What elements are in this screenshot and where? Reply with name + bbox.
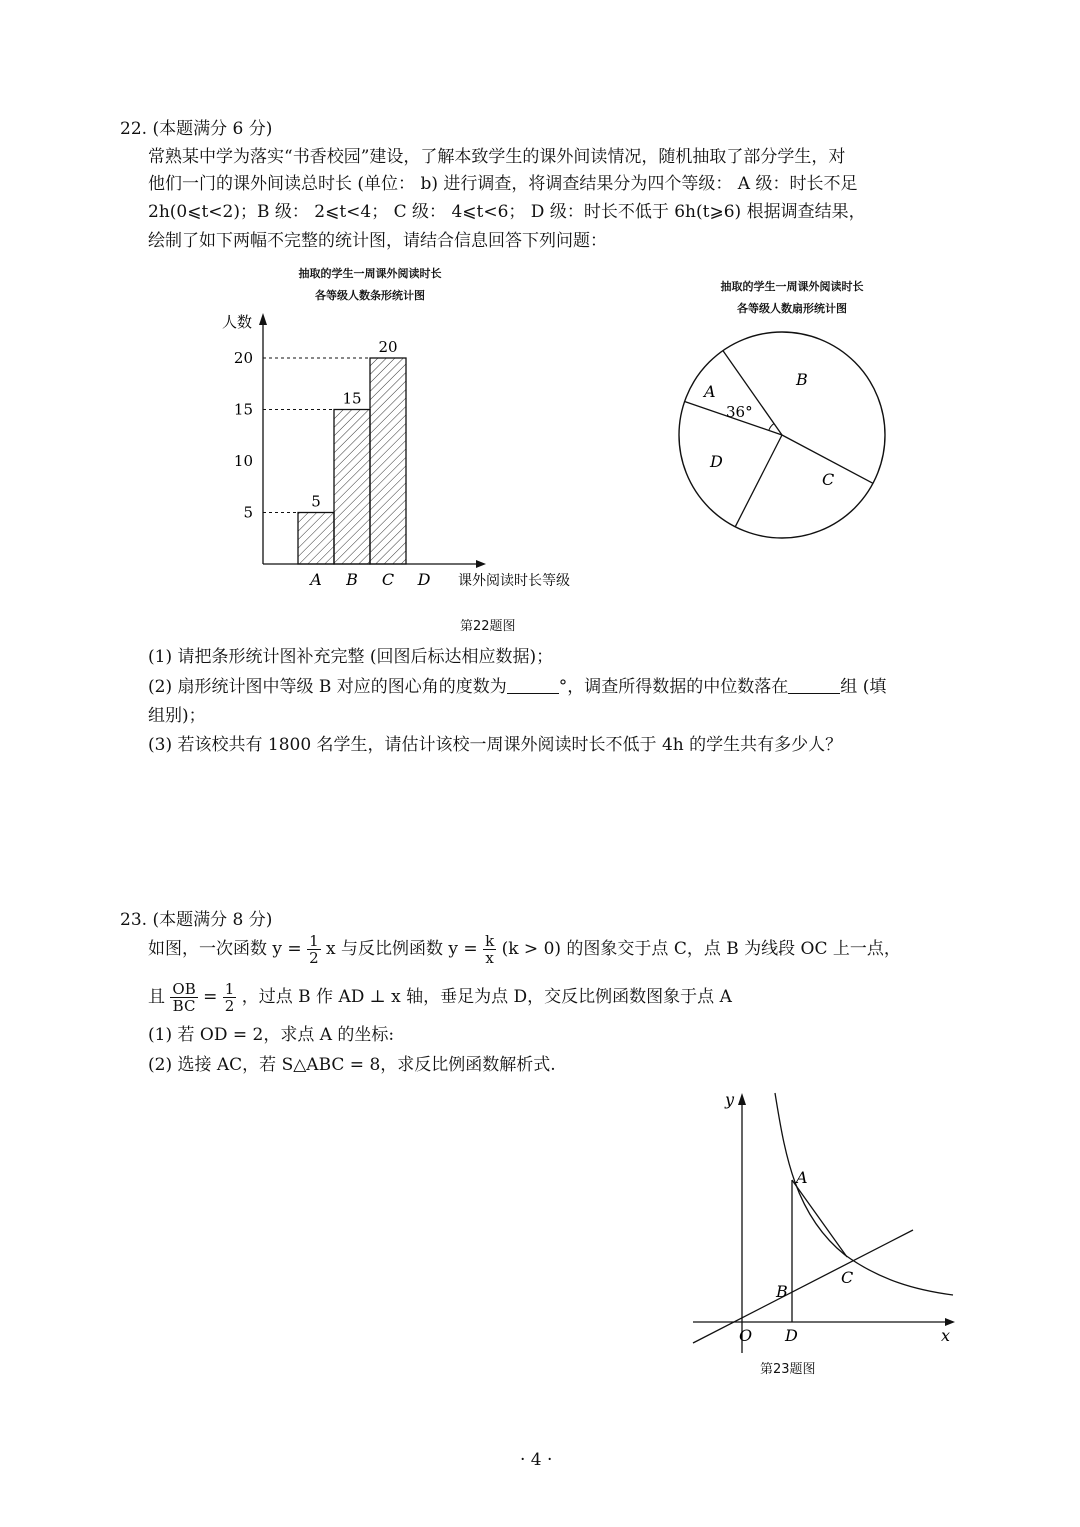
bar-ytick-label: 10 (233, 452, 253, 470)
bar-value-label: 20 (378, 338, 398, 356)
pie-chart (672, 325, 892, 545)
q22-sub2-part-a: (2) 扇形统计图中等级 B 对应的图心角的度数为 (148, 677, 507, 697)
bar-category-label: A (310, 570, 322, 589)
fraction-one-half (307, 933, 321, 966)
bar-category-label: B (346, 570, 358, 589)
answer-blank-2[interactable] (788, 677, 840, 694)
pie-angle-annotation: 36° (726, 403, 753, 421)
frac-num: 1 (309, 932, 319, 950)
q22-sub2-cont: 组别)； (148, 706, 206, 726)
q23-line1-c: (k > 0) 的图象交于点 C，点 B 为线段 OC 上一点， (501, 939, 901, 959)
bar-value-label: 5 (311, 492, 321, 511)
bar-ytick-label: 5 (243, 503, 253, 522)
pie-angle-arc (769, 424, 774, 431)
q22-sub1: (1) 请把条形统计图补充完整 (回图后标达相应数据)； (148, 647, 554, 667)
bar-xlabel: 课外阅读时长等级 (458, 573, 570, 589)
q23-line2-b: = (203, 987, 218, 1007)
label-x: x (941, 1326, 951, 1345)
pie-slice-label-B: B (796, 370, 808, 389)
bar-value-label: 15 (342, 389, 362, 408)
q23-figure (685, 1085, 975, 1355)
bar-chart-title-2: 各等级人数条形统计图 (315, 289, 425, 302)
pie-slice-label-C: C (822, 470, 835, 489)
bar-ytick-label: 15 (233, 400, 253, 419)
q23-heading: 23. (本题满分 8 分) (120, 910, 273, 930)
x-axis-arrow-icon (945, 1318, 955, 1326)
bar-B (334, 410, 370, 565)
pie-chart-title-2: 各等级人数扇形统计图 (737, 302, 847, 315)
label-b: B (776, 1282, 788, 1301)
pie-radius (723, 351, 782, 435)
q23-line-2 (148, 980, 732, 1014)
bar-C (370, 358, 406, 564)
y-axis-arrow-icon (738, 1093, 746, 1105)
fraction-k-over-x (483, 933, 496, 966)
q23-line1-b: x 与反比例函数 y = (326, 939, 478, 959)
frac-num: k (485, 932, 495, 950)
q23-sub2: (2) 选接 AC，若 S△ABC = 8，求反比例函数解析式. (148, 1055, 556, 1075)
q22-sub3: (3) 若该校共有 1800 名学生，请估计该校一周课外阅读时长不低于 4h 的学生共有多少人？ (148, 735, 843, 755)
frac-den: x (485, 949, 494, 967)
bar-chart (210, 305, 600, 595)
bar-category-label: C (381, 570, 395, 589)
label-y: y (725, 1090, 735, 1109)
bar-x-arrow-icon (476, 560, 486, 568)
pie-chart-title-1: 抽取的学生一周课外阅读时长 (720, 280, 864, 293)
linear-function-line (693, 1230, 913, 1343)
label-d: D (785, 1326, 798, 1345)
q22-sub2-part-b: °，调查所得数据的中位数落在 (558, 677, 789, 697)
q22-intro-line-3: 2h(0⩽t<2)；B 级： 2⩽t<4； C 级： 4⩽t<6； D 级：时长不低于 6h(t⩾6) 根据调查结果， (148, 202, 866, 222)
bar-category-label: D (417, 570, 431, 589)
q23-figure-caption: 第23题图 (760, 1362, 816, 1377)
frac-num: 1 (224, 980, 235, 998)
answer-blank-1[interactable] (507, 677, 559, 694)
label-c: C (841, 1268, 854, 1287)
frac-den: BC (172, 997, 196, 1015)
q23-line2-c: ，过点 B 作 AD ⊥ x 轴，垂足为点 D，交反比例函数图象于点 A (241, 987, 732, 1007)
bar-y-arrow-icon (259, 313, 267, 325)
q22-figure-caption: 第22题图 (460, 619, 516, 634)
bar-ylabel: 人数 (222, 313, 253, 331)
q22-sub2 (148, 675, 886, 699)
label-o: O (739, 1326, 753, 1345)
segment-ac (792, 1180, 847, 1257)
frac-num: OB (172, 980, 196, 998)
pie-slice-label-D: D (710, 452, 723, 471)
frac-den: 2 (309, 949, 319, 967)
q23-line2-a: 且 (148, 987, 165, 1007)
q22-intro-line-1: 常熟某中学为落实“书香校园”建设，了解本致学生的课外间读情况，随机抽取了部分学生，对 (148, 147, 846, 167)
pie-radius (735, 435, 782, 527)
q23-line-1 (148, 932, 901, 966)
bar-ytick-label: 20 (233, 349, 253, 367)
fraction-ob-over-bc (170, 981, 197, 1014)
label-a: A (796, 1168, 808, 1187)
q22-heading: 22. (本题满分 6 分) (120, 119, 273, 139)
frac-den: 2 (224, 997, 235, 1015)
q22-sub2-part-c: 组 (填 (840, 677, 887, 697)
q23-line1-a: 如图，一次函数 y = (148, 939, 302, 959)
pie-slice-label-A: A (704, 382, 716, 401)
q22-intro-line-4: 绘制了如下两幅不完整的统计图，请结合信息回答下列问题： (148, 231, 607, 251)
bar-chart-title-1: 抽取的学生一周课外阅读时长 (298, 267, 442, 280)
bar-A (298, 513, 334, 565)
fraction-one-half-2 (223, 981, 237, 1014)
q23-sub1: (1) 若 OD = 2，求点 A 的坐标: (148, 1025, 395, 1045)
q22-intro-line-2: 他们一门的课外间读总时长 (单位： b) 进行调查，将调查结果分为四个等级： A 级：时长不足 (148, 174, 858, 194)
page-number: · 4 · (520, 1450, 553, 1470)
